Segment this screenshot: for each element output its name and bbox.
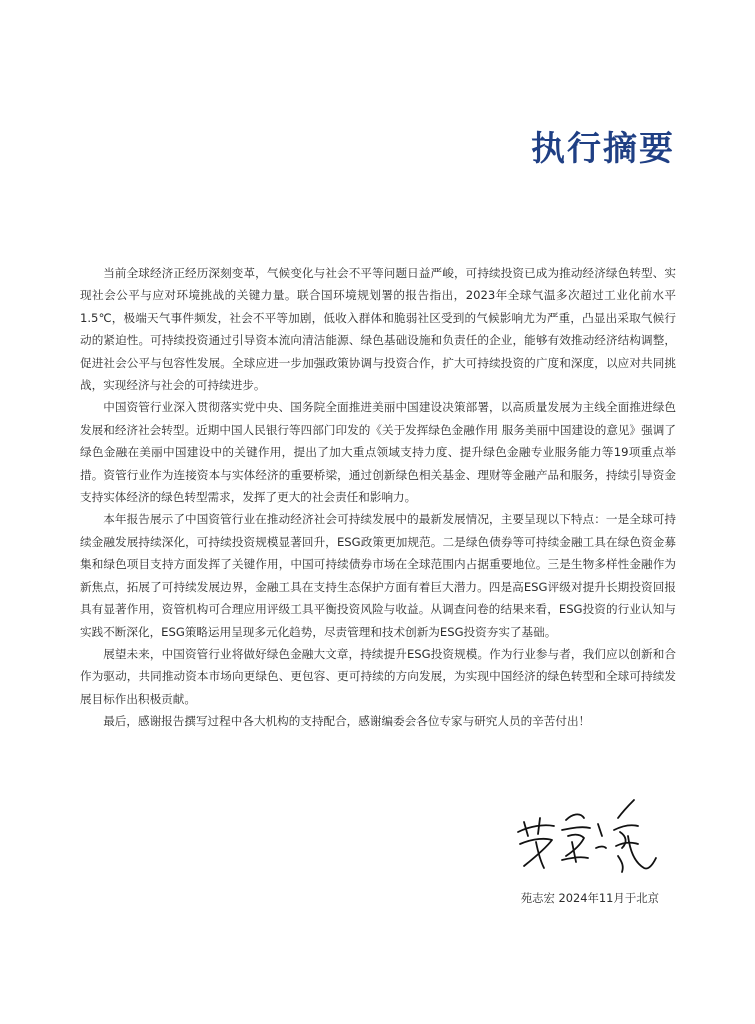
paragraph-1: 当前全球经济正经历深刻变革，气候变化与社会不平等问题日益严峻，可持续投资已成为推动经济绿色转型、实现社会公平与应对环境挑战的关键力量。联合国环境规划署的报告指出，2023年全球气温多次超过工业化前水平1.5℃，极端天气事件频发，社会不平等加剧，低收入群体和脆弱社区受到的气候影响尤为严重，凸显出采取气候行动的紧迫性。可持续投资通过引导资本流向清洁能源、绿色基础设施和负责任的企业，能够有效推动经济结构调整，促进社会公平与包容性发展。全球应进一步加强政策协调与投资合作，扩大可持续投资的广度和深度，以应对共同挑战，实现经济与社会的可持续进步。 xyxy=(80,266,676,393)
paragraph-2: 中国资管行业深入贯彻落实党中央、国务院全面推进美丽中国建设决策部署，以高质量发展为主线全面推进绿色发展和经济社会转型。近期中国人民银行等四部门印发的《关于发挥绿色金融作用 服务美丽中国建设的意见》强调了绿色金融在美丽中国建设中的关键作用，提出了加大重点领域支持力度、提升绿色金融专业服务能力等19项重点举措。资管行业作为连接资本与实体经济的重要桥梁，通过创新绿色相关基金、理财等金融产品和服务，持续引导资金支持实体经济的绿色转型需求，发挥了更大的社会责任和影响力。 xyxy=(80,400,676,505)
paragraph-5: 最后，感谢报告撰写过程中各大机构的支持配合，感谢编委会各位专家与研究人员的辛苦付出！ xyxy=(103,714,591,729)
paragraph-4: 展望未来，中国资管行业将做好绿色金融大文章，持续提升ESG投资规模。作为行业参与者，我们应以创新和合作为驱动，共同推动资本市场向更绿色、更包容、更可持续的方向发展，为实现中国经济的绿色转型和全球可持续发展目标作出积极贡献。 xyxy=(80,646,676,706)
body-text xyxy=(80,262,676,733)
signature-line: 苑志宏 2024年11月于北京 xyxy=(520,891,659,905)
paragraph-3: 本年报告展示了中国资管行业在推动经济社会可持续发展中的最新发展情况，主要呈现以下特点：一是全球可持续金融发展持续深化，可持续投资规模显著回升，ESG政策更加规范。二是绿色债券等可持续金融工具在绿色资金募集和绿色项目支持方面发挥了关键作用，中国可持续债券市场在全球范围内占据重要地位。三是生物多样性金融作为新焦点，拓展了可持续发展边界，金融工具在支持生态保护方面有着巨大潜力。四是高ESG评级对提升长期投资回报具有显著作用，资管机构可合理应用评级工具平衡投资风险与收益。从调查问卷的结果来看，ESG投资的行业认知与实践不断深化，ESG策略运用呈现多元化趋势，尽责管理和技术创新为ESG投资夯实了基础。 xyxy=(80,512,676,639)
handwritten-signature xyxy=(510,796,660,878)
page-title: 执行摘要 xyxy=(531,129,675,169)
